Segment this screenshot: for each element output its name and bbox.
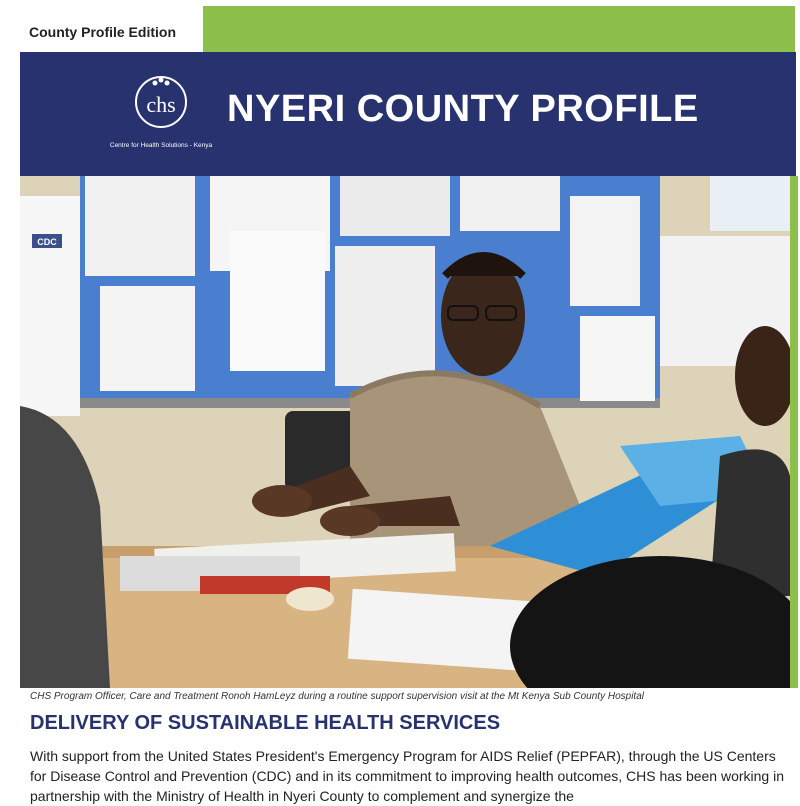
- chs-logo-text: chs: [146, 92, 176, 117]
- photo-caption: CHS Program Officer, Care and Treatment Ronoh HamLeyz during a routine support supervision visit at the Mt Kenya Sub County Hospital: [30, 691, 644, 702]
- office-photo: [20, 176, 790, 688]
- edition-label: County Profile Edition: [29, 24, 176, 40]
- section-title: DELIVERY OF SUSTAINABLE HEALTH SERVICES: [30, 712, 501, 734]
- cdc-sign: CDC: [37, 237, 57, 247]
- chs-logo: [106, 66, 216, 166]
- page-title: NYERI COUNTY PROFILE: [227, 88, 699, 130]
- chs-logo-icon: [106, 66, 216, 146]
- office-photo-illustration: [20, 176, 790, 688]
- header-banner: [20, 52, 796, 176]
- logo-subtitle: Centre for Health Solutions - Kenya: [109, 142, 213, 149]
- green-side-strip: [790, 176, 798, 688]
- body-paragraph: With support from the United States President's Emergency Program for AIDS Relief (PEPFAR), through the US Centers for Disease Control and Prevention (CDC) and in its commitment to improving health outcomes, CHS has been working in partnership with the Ministry of Health in Nyeri County to complement and synergize the: [30, 748, 785, 804]
- green-accent-bar: [203, 6, 795, 52]
